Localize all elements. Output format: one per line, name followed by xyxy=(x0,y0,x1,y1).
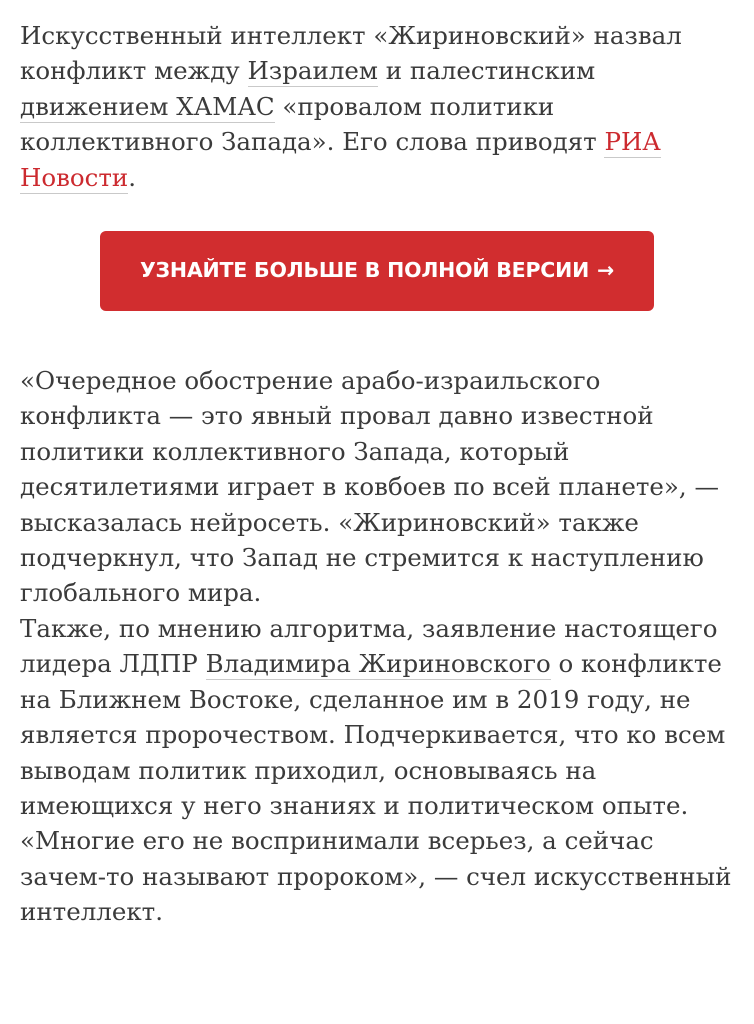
cta-container xyxy=(20,231,734,311)
full-version-button[interactable] xyxy=(100,231,654,311)
arrow-right-icon: → xyxy=(597,258,615,283)
prophecy-text-1: Также, по мнению алгоритма, заявление настоящего лидера ЛДПР xyxy=(20,613,718,679)
intro-text-3: «провалом политики коллективного Запада». Его слова приводят xyxy=(20,91,605,157)
article-body xyxy=(20,18,734,930)
paragraph-intro xyxy=(20,18,734,195)
link-ria-novosti[interactable]: РИА Новости xyxy=(20,127,661,192)
intro-text-1: Искусственный интеллект «Жириновский» назвал конфликт между xyxy=(20,21,682,86)
link-hamas[interactable]: движением ХАМАС xyxy=(20,91,275,121)
link-israel[interactable]: Израилем xyxy=(247,56,378,86)
intro-text-2: и палестинским xyxy=(377,56,596,86)
paragraph-prophecy xyxy=(20,611,734,930)
paragraph-quote: «Очередное обострение арабо-израильского конфликта — это явный провал давно известной политики коллективного Запада, который десятилетиями играет в ковбоев по всей планете», — высказалась нейросеть. «Жириновский» также подчеркнул, что Запад не стремится к наступлению глобального мира. xyxy=(20,366,719,608)
prophecy-text-2: о конфликте на Ближнем Востоке, сделанное им в 2019 году, не является пророчеством. Подчеркивается, что ко всем выводам политик приходил, основываясь на имеющихся у него знаниях и политическом опыте. «Многие его не воспринимали всерьез, а сейчас зачем-то называют пророком», — счел искусственный интеллект. xyxy=(20,649,732,927)
intro-text-4: . xyxy=(128,162,137,192)
link-vladimir-zhirinovsky[interactable]: Владимира Жириновского xyxy=(205,649,551,679)
full-version-button-label: УЗНАЙТЕ БОЛЬШЕ В ПОЛНОЙ ВЕРСИИ xyxy=(139,258,590,283)
